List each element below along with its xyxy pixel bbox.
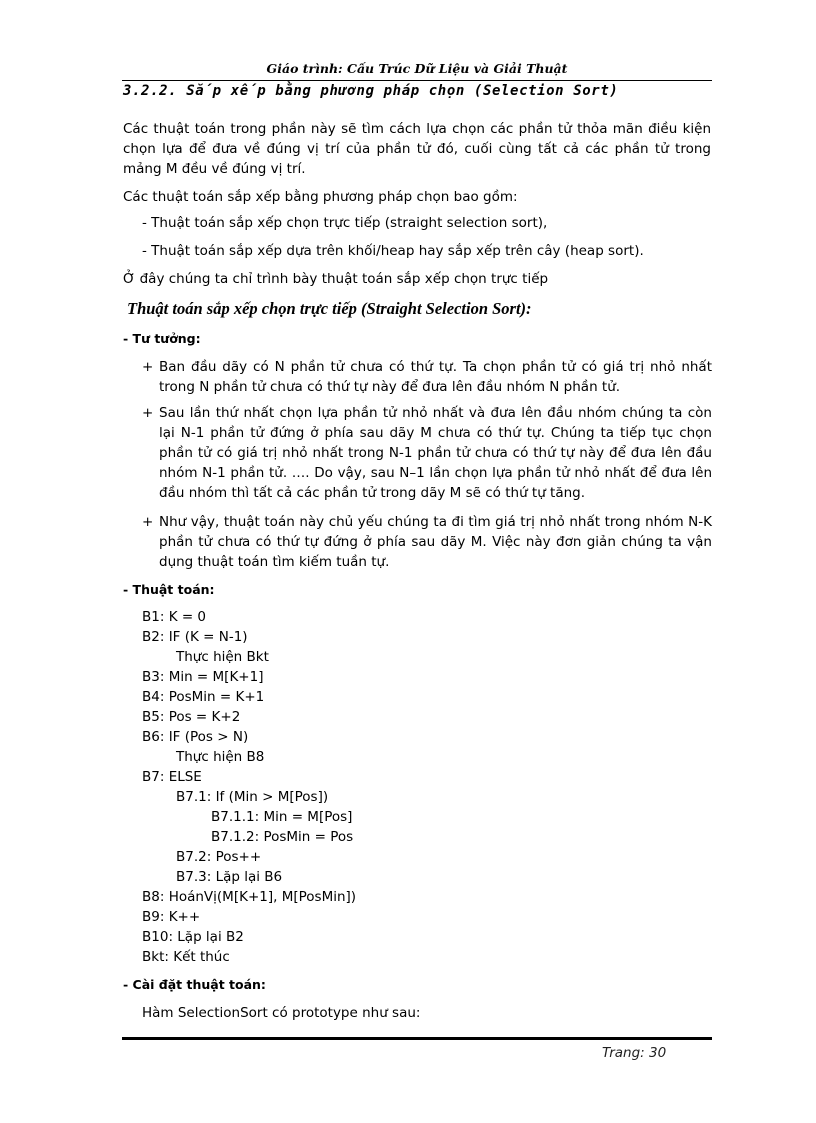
idea-text: Sau lần thứ nhất chọn lựa phần tử nhỏ nhất và đưa lên đầu nhóm chúng ta còn lại N-1 phần tử đứng ở phía sau dãy M chưa có thứ tự. Chúng ta tiếp tục chọn phần tử có giá trị nhỏ nhất trong N-1 phần tử chưa có thứ tự này để đưa lên đầu nhóm N-1 phần tử. …. Do vậy, sau N–1 lần chọn lựa phần tử nhỏ nhất để đưa lên đầu nhóm thì tất cả các phần tử trong dãy M sẽ có thứ tự tăng.	[159, 405, 712, 501]
algorithm-step: B7.1: If (Min > M[Pos])	[176, 789, 329, 805]
impl-label: - Cài đặt thuật toán:	[123, 977, 266, 992]
intro-paragraph: Các thuật toán trong phần này sẽ tìm cách lựa chọn các phần tử thỏa mãn điều kiện chọn lựa để đưa về đúng vị trí của phần tử đó, cuối cùng tất cả các phần tử trong mảng M đều về đúng vị trí.	[123, 121, 711, 177]
idea-item	[142, 357, 712, 397]
list-intro: Các thuật toán sắp xếp bằng phương pháp chọn bao gồm:	[123, 189, 518, 205]
idea-item	[142, 403, 712, 503]
header-rule	[122, 80, 712, 81]
algorithm-step: B5: Pos = K+2	[142, 709, 241, 725]
idea-text: Như vậy, thuật toán này chủ yếu chúng ta đi tìm giá trị nhỏ nhất trong nhóm N-K phần tử chưa có thứ tự đứng ở phía sau dãy M. Việc này đơn giản chúng ta vận dụng thuật toán tìm kiếm tuần tự.	[159, 514, 712, 570]
algorithm-step: B7.1.2: PosMin = Pos	[211, 829, 354, 845]
algorithm-step: B1: K = 0	[142, 609, 207, 625]
idea-item	[142, 512, 712, 572]
bullet-mark: +	[142, 405, 154, 421]
intro-note: Ở đây chúng ta chỉ trình bày thuật toán sắp xếp chọn trực tiếp	[123, 271, 549, 287]
list-item: - Thuật toán sắp xếp chọn trực tiếp (straight selection sort),	[142, 215, 548, 231]
bullet-mark: +	[142, 359, 154, 375]
algorithm-step: Bkt: Kết thúc	[142, 949, 230, 965]
idea-text: Ban đầu dãy có N phần tử chưa có thứ tự. Ta chọn phần tử có giá trị nhỏ nhất trong N phần tử chưa có thứ tự này để đưa lên đầu nhóm N phần tử.	[159, 359, 712, 395]
list-item: - Thuật toán sắp xếp dựa trên khối/heap hay sắp xếp trên cây (heap sort).	[142, 243, 644, 259]
section-heading: 3.2.2. Sắp xếp bằng phương pháp chọn (Selection Sort)	[123, 83, 619, 99]
algorithm-step: B7.2: Pos++	[176, 849, 262, 865]
steps-label: - Thuật toán:	[123, 582, 215, 597]
algorithm-step: B7.1.1: Min = M[Pos]	[211, 809, 353, 825]
running-header: Giáo trình: Cấu Trúc Dữ Liệu và Giải Thuật	[266, 61, 568, 76]
idea-label: - Tư tưởng:	[123, 331, 201, 346]
algorithm-step: B4: PosMin = K+1	[142, 689, 265, 705]
impl-text: Hàm SelectionSort có prototype như sau:	[142, 1005, 421, 1021]
algorithm-step: B3: Min = M[K+1]	[142, 669, 264, 685]
algorithm-step: B10: Lặp lại B2	[142, 929, 244, 945]
algorithm-step: B7.3: Lặp lại B6	[176, 869, 283, 885]
algorithm-step: B2: IF (K = N-1)	[142, 629, 248, 645]
footer-rule	[122, 1037, 712, 1040]
algorithm-title: Thuật toán sắp xếp chọn trực tiếp (Straight Selection Sort):	[127, 299, 532, 318]
bullet-mark: +	[142, 514, 154, 530]
algorithm-step: B7: ELSE	[142, 769, 202, 785]
algorithm-step: Thực hiện B8	[176, 749, 265, 765]
algorithm-step: B8: HoánVị(M[K+1], M[PosMin])	[142, 889, 357, 905]
algorithm-step: Thực hiện Bkt	[176, 649, 269, 665]
algorithm-step: B9: K++	[142, 909, 201, 925]
algorithm-step: B6: IF (Pos > N)	[142, 729, 249, 745]
page-number: Trang: 30	[602, 1045, 667, 1061]
